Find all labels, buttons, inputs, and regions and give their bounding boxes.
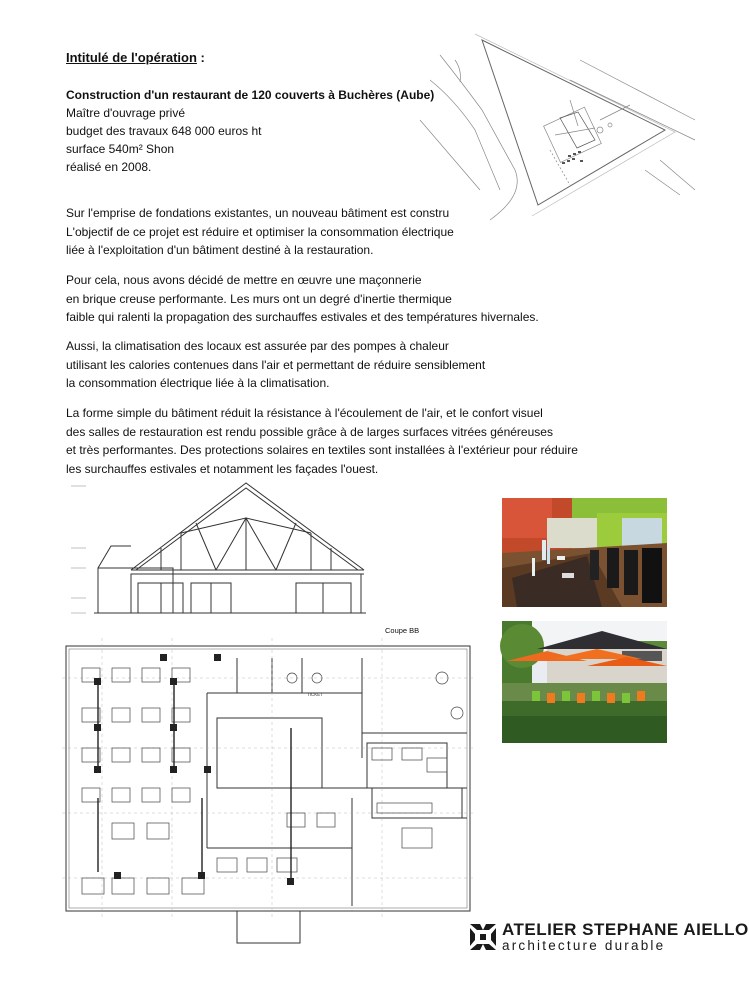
paragraph-line: Aussi, la climatisation des locaux est assurée par des pompes à chaleur — [66, 339, 449, 353]
logo-name: ATELIER STEPHANE AIELLO — [502, 920, 749, 939]
project-line: Maître d'ouvrage privé — [66, 106, 186, 120]
paragraph-line: des salles de restauration est rendu possible grâce à de larges surfaces vitrées généreuses — [66, 424, 553, 439]
heading — [66, 50, 205, 65]
site-plan-drawing — [420, 20, 700, 230]
floor-plan-drawing — [62, 638, 474, 956]
plan-room-label: TICKET — [307, 692, 324, 697]
project-line: budget des travaux 648 000 euros ht — [66, 124, 262, 138]
paragraph-4 — [66, 404, 578, 478]
logo-tagline: architecture durable — [502, 938, 666, 953]
paragraph-line: les surchauffes estivales et notamment les façades l'ouest. — [66, 461, 379, 476]
paragraph-3 — [66, 337, 485, 393]
paragraph-1 — [66, 204, 454, 260]
paragraph-line: Sur l'emprise de fondations existantes, un nouveau bâtiment est constru — [66, 206, 450, 220]
paragraph-line: liée à l'exploitation d'un bâtiment destiné à la restauration. — [66, 243, 374, 257]
heading-suffix: : — [196, 50, 205, 65]
paragraph-line: utilisant les calories contenues dans l'air et permettant de réduire sensiblement — [66, 357, 486, 372]
section-drawing — [66, 478, 366, 628]
heading-label: Intitulé de l'opération — [66, 50, 197, 65]
photo-interior — [502, 498, 667, 607]
paragraph-line: faible qui ralenti la propagation des surchauffes estivales et des températures hivernales. — [66, 310, 539, 324]
paragraph-line: en brique creuse performante. Les murs ont un degré d'inertie thermique — [66, 291, 452, 306]
logo-mark-icon — [468, 922, 498, 952]
paragraph-2 — [66, 271, 539, 327]
photo-terrace — [502, 621, 667, 743]
project-line: réalisé en 2008. — [66, 160, 152, 174]
section-label: Coupe BB — [385, 626, 420, 635]
paragraph-line: L'objectif de ce projet est réduire et optimiser la consommation électrique — [66, 224, 454, 239]
paragraph-line: Pour cela, nous avons décidé de mettre en œuvre une maçonnerie — [66, 273, 422, 287]
paragraph-line: et très performantes. Des protections solaires en textiles sont installées à l'extérieur pour réduire — [66, 443, 578, 457]
project-title: Construction d'un restaurant de 120 couverts à Buchères (Aube) — [66, 88, 435, 102]
paragraph-line: La forme simple du bâtiment réduit la résistance à l'écoulement de l'air, et le confort visuel — [66, 406, 543, 420]
project-line: surface 540m² Shon — [66, 142, 175, 156]
paragraph-line: la consommation électrique liée à la climatisation. — [66, 376, 330, 390]
